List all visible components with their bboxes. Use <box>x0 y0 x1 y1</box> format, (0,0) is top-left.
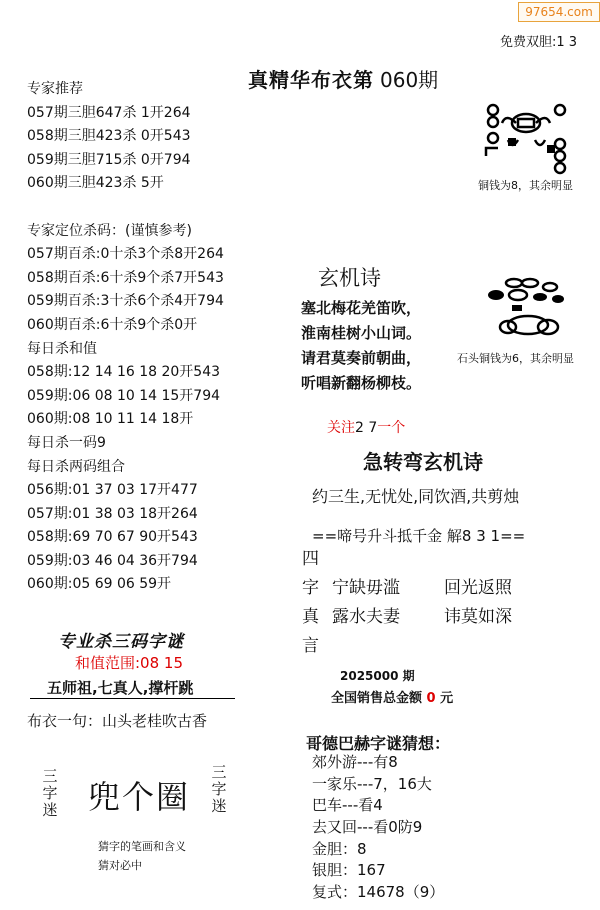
list-item: 059期:03 46 04 36开794 <box>27 552 198 569</box>
grid-row <box>302 632 512 661</box>
poem-line: 请君莫奏前朝曲， <box>301 349 422 367</box>
sales-total <box>331 687 453 706</box>
position-kill-title: 专家定位杀码：(谨慎参考) <box>27 222 192 239</box>
follow-label: 关注 <box>327 420 355 436</box>
grid-row <box>302 603 512 632</box>
kill3-riddle-title: 专业杀三码字谜 <box>58 632 184 652</box>
left-column <box>27 78 224 597</box>
grid-idiom: 宁缺毋滥 <box>332 578 400 598</box>
list-item: 银胆：167 <box>312 861 386 880</box>
poem-line: 听唱新翻杨柳枝。 <box>301 374 422 392</box>
grid-key: 真 <box>302 607 319 627</box>
sales-value: 0 <box>426 691 436 706</box>
coin-puzzle-image <box>480 100 570 175</box>
riddle-solution: ==啼号升斗抵千金 解8 3 1== <box>312 527 526 545</box>
list-item: 060期百杀:6十杀9个杀0开 <box>27 316 198 333</box>
grid-idiom: 露水夫妻 <box>332 607 400 627</box>
one-code-kill: 每日杀一码9 <box>27 434 106 451</box>
grid-key: 字 <box>302 578 319 598</box>
wushi-riddle: 五师祖,七真人,撑杆跳 <box>47 679 194 697</box>
list-item: 去又回---看0防9 <box>312 818 423 837</box>
follow-numbers: 2 7 <box>355 420 378 436</box>
list-item: 060期:08 10 11 14 18开 <box>27 411 194 428</box>
draw-issue: 2025000 期 <box>340 669 415 683</box>
idiom-grid <box>302 545 512 661</box>
stone-coin-puzzle-image <box>482 275 572 340</box>
list-item: 057期百杀:0十杀3个杀8开264 <box>27 246 224 263</box>
riddle-hint-2: 猜对必中 <box>98 859 142 872</box>
list-item: 郊外游---有8 <box>312 753 398 771</box>
list-item: 056期:01 37 03 17开477 <box>27 482 198 499</box>
expert-title: 专家推荐 <box>27 81 83 97</box>
riddle-label-left: 三字迷 <box>42 767 58 819</box>
list-item: 059期:06 08 10 14 15开794 <box>27 387 221 404</box>
list-item: 057期三胆647杀 1开264 <box>27 104 191 121</box>
riddle-poem-line: 约三生,无忧处,同饮酒,共剪烛 <box>312 487 520 506</box>
list-item: 060期:05 69 06 59开 <box>27 576 172 593</box>
site-watermark: 97654.com <box>518 2 600 22</box>
riddle-hint: 猜字的笔画和含义 <box>98 840 186 853</box>
list-item: 058期:69 70 67 90开543 <box>27 529 198 546</box>
xuanji-poem-title: 玄机诗 <box>318 266 381 290</box>
list-item: 一家乐---7，16大 <box>312 774 432 793</box>
list-item: 巴车---看4 <box>312 796 383 815</box>
divider <box>30 698 235 699</box>
list-item: 复式：14678（9） <box>312 883 445 902</box>
sales-unit: 元 <box>440 691 454 706</box>
sum-range: 和值范围:08 15 <box>75 654 183 672</box>
coin-caption: 铜钱为8，其余明显 <box>478 179 573 192</box>
sum-kill-title: 每日杀和值 <box>27 340 97 357</box>
poem-line: 塞北梅花羌笛吹， <box>301 299 422 317</box>
grid-idiom: 回光返照 <box>444 578 512 598</box>
xuanji-poem <box>301 296 421 396</box>
two-code-kill-title: 每日杀两码组合 <box>27 458 125 475</box>
follow-suffix: 一个 <box>377 420 406 436</box>
list-item: 057期:01 38 03 18开264 <box>27 505 198 522</box>
free-double-banker: 免费双胆:1 3 <box>500 35 578 50</box>
grid-key: 四 <box>302 549 319 569</box>
grid-row <box>302 545 512 574</box>
grid-key: 言 <box>302 636 319 656</box>
stone-coin-caption: 石头铜钱为6，其余明显 <box>457 352 574 365</box>
riddle-label-right: 三字迷 <box>211 763 227 815</box>
grid-row <box>302 574 512 603</box>
list-item: 金胆：8 <box>312 839 367 858</box>
buyi-phrase: 布衣一句：山头老桂吹古香 <box>27 712 208 730</box>
list-item: 059期百杀:3十杀6个杀4开794 <box>27 293 224 310</box>
list-item: 058期:12 14 16 18 20开543 <box>27 364 221 381</box>
goldbach-list <box>312 752 444 904</box>
goldbach-title: 哥德巴赫字谜猜想： <box>306 734 451 753</box>
list-item: 059期三胆715杀 0开794 <box>27 151 191 168</box>
follow-note <box>327 417 405 437</box>
poem-line: 淮南桂树小山词。 <box>301 324 422 342</box>
grid-idiom: 讳莫如深 <box>444 607 512 627</box>
sales-label: 全国销售总金额 <box>331 691 423 706</box>
page-title <box>248 64 438 93</box>
list-item: 060期三胆423杀 5开 <box>27 175 164 192</box>
riddle-poem-title: 急转弯玄机诗 <box>363 450 483 474</box>
list-item: 058期百杀:6十杀9个杀7开543 <box>27 269 224 286</box>
riddle-main: 兜个圈 <box>88 778 191 816</box>
issue-number: 060期 <box>380 68 439 92</box>
title-text: 真精华布衣第 <box>248 68 374 92</box>
list-item: 058期三胆423杀 0开543 <box>27 128 191 145</box>
